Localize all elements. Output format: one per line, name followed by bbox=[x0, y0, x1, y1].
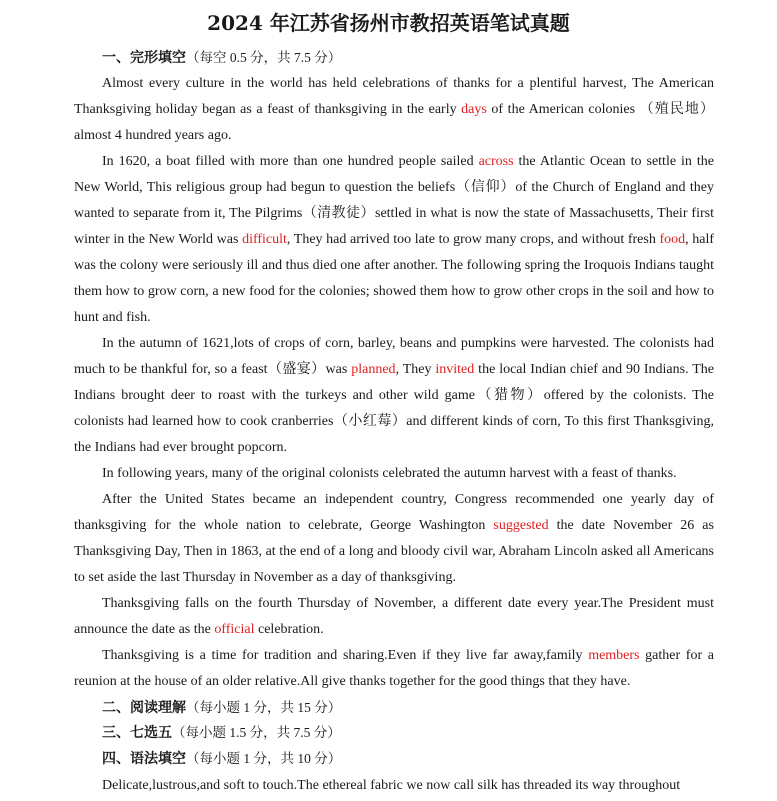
grammar-passage-first-line: Delicate,lustrous,and soft to touch.The ethereal fabric we now call silk has threaded its way throughout bbox=[102, 778, 681, 793]
section-heading-seven-choose-five: 三、七选五（每小题 1.5 分，共 7.5 分） bbox=[102, 725, 341, 741]
answer-word: days bbox=[461, 102, 487, 117]
passage-paragraph-7: Thanksgiving is a time for tradition and sharing.Even if they live far away,family members gather for a reunion at the house of an older relative.All give thanks together for the good things that they have. bbox=[74, 648, 714, 689]
answer-word: invited bbox=[435, 362, 475, 377]
passage-paragraph-6: Thanksgiving falls on the fourth Thursday of November, a different date every year.The President must announce the date as the official celebration. bbox=[74, 596, 714, 637]
section-heading-cloze: 一、完形填空（每空 0.5 分，共 7.5 分） bbox=[102, 50, 342, 66]
page-title: 2024 年江苏省扬州市教招英语笔试真题 bbox=[207, 11, 570, 35]
passage-paragraph-1: Almost every culture in the world has held celebrations of thanks for a plentiful harvest, The American Thanksgiving holiday began as a feast of thanksgiving in the early days of the American colonies （殖民地） almost 4 hundred years ago. bbox=[74, 76, 714, 143]
section-heading-reading: 二、阅读理解（每小题 1 分，共 15 分） bbox=[102, 700, 342, 716]
answer-word: suggested bbox=[493, 518, 549, 533]
answer-word: planned bbox=[351, 362, 396, 377]
answer-word: across bbox=[478, 154, 514, 169]
section-heading-grammar: 四、语法填空（每小题 1 分，共 10 分） bbox=[102, 751, 342, 767]
answer-word: members bbox=[588, 648, 640, 663]
passage-paragraph-5: After the United States became an independent country, Congress recommended one yearly day of thanksgiving for the whole nation to celebrate, George Washington suggested the date November 26 as Thanksgiving Day, Then in 1863, at the end of a long and bloody civil war, Abraham Lincoln asked all Americans to set aside the last Thursday in November as a day of thanksgiving. bbox=[74, 492, 714, 585]
passage-paragraph-4: In following years, many of the original colonists celebrated the autumn harvest with a feast of thanks. bbox=[102, 466, 677, 481]
answer-word: food bbox=[659, 232, 686, 247]
passage-paragraph-2: In 1620, a boat filled with more than one hundred people sailed across the Atlantic Ocean to settle in the New World, This religious group had begun to question the beliefs（信仰）of the Church of England and they wanted to separate from it, The Pilgrims（清教徒）settled in what is now the state of Massachusetts, Their first winter in the New World was difficult, They had arrived too late to grow many crops, and without fresh food, half was the colony were seriously ill and thus died one after another. The following spring the Iroquois Indians taught them how to grow corn, a new food for the colonies; showed them how to grow other crops in the soil and how to hunt and fish. bbox=[74, 154, 715, 325]
answer-word: difficult bbox=[242, 232, 287, 247]
answer-word: official bbox=[214, 622, 255, 637]
passage-paragraph-3: In the autumn of 1621,lots of crops of corn, barley, beans and pumpkins were harvested. The colonists had much to be thankful for, so a feast（盛宴）was planned, They invited the local Indian chief and 90 Indians. The Indians brought deer to roast with the turkeys and other wild game（猎物）offered by the colonists. The colonists had learned how to cook cranberries（小红莓）and different kinds of corn, To this first Thanksgiving, the Indians had ever brought popcorn. bbox=[74, 336, 715, 455]
